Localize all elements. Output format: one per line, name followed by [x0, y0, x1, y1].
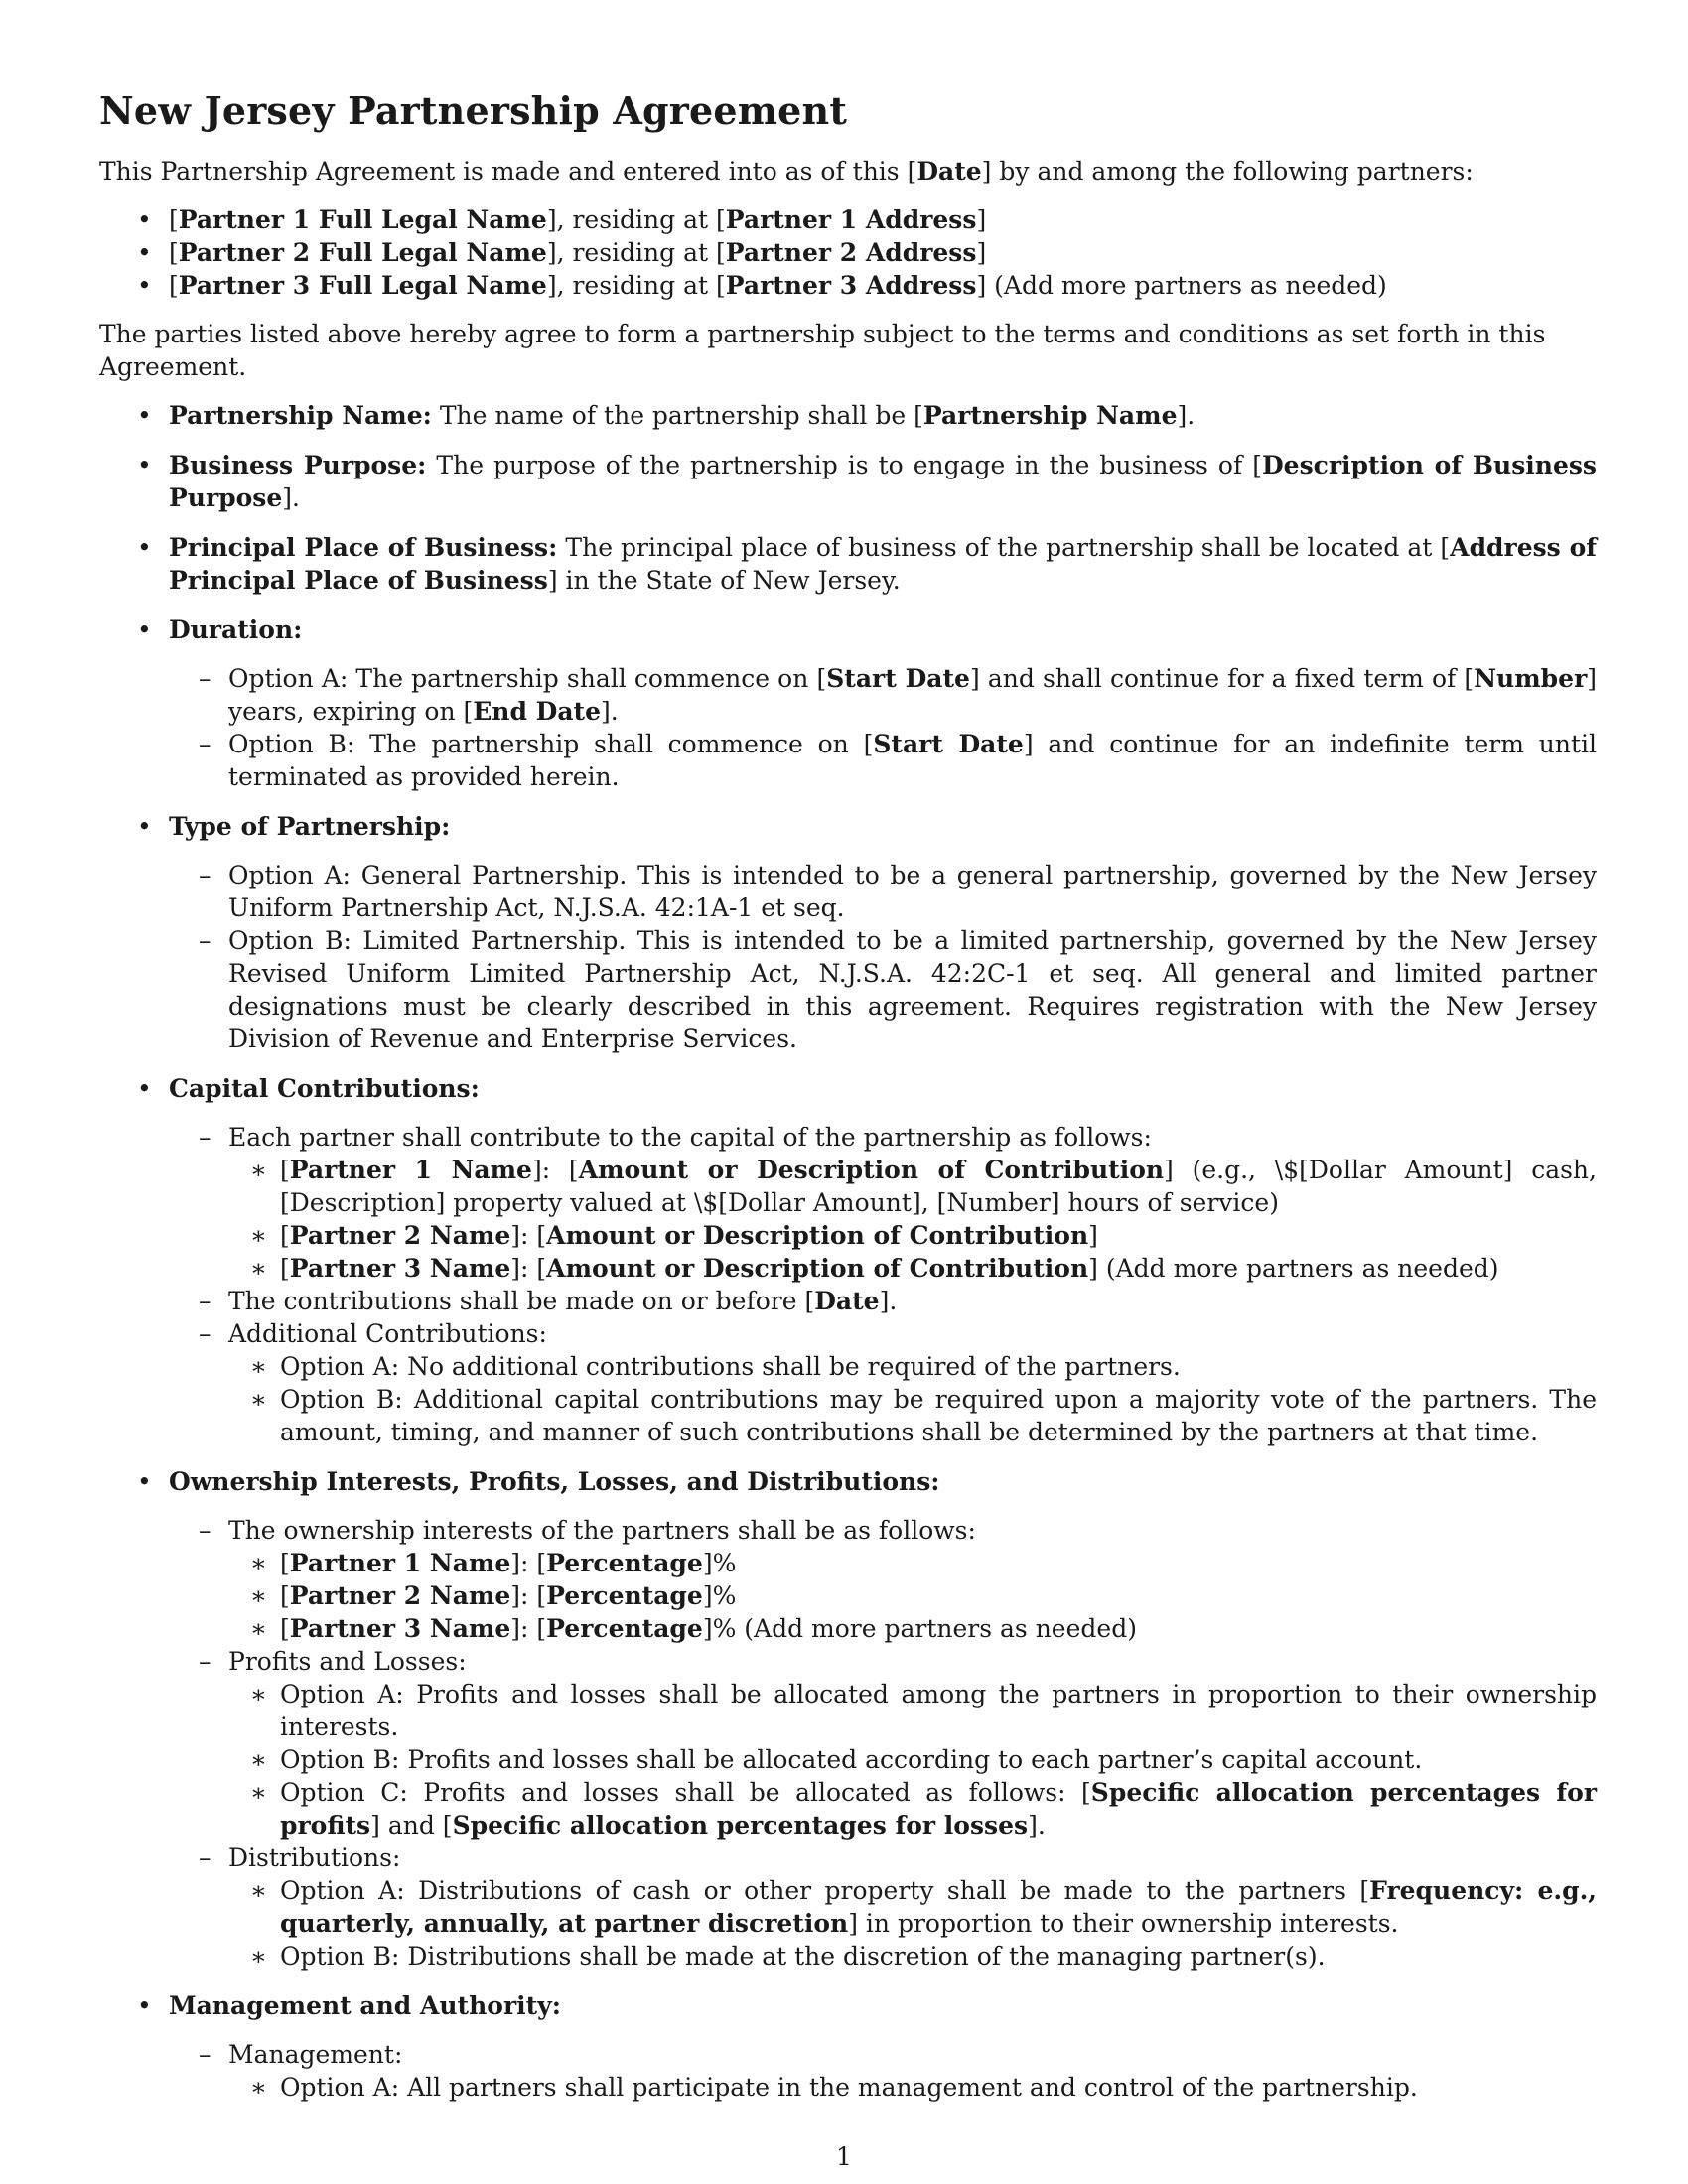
list-item: ∗ Option A: Distributions of cash or other property shall be made to the partners [Frequency: e.g., quarterly, annually, at partner discretion] in proportion to their ownership interests. [228, 1874, 1597, 1940]
list-item: ∗ Option B: Profits and losses shall be allocated according to each partner’s capital account. [228, 1743, 1597, 1776]
section-business-purpose: • Business Purpose: The purpose of the partnership is to engage in the business of [Description of Business Purpose]. [99, 449, 1597, 514]
section-duration: • Duration: – Option A: The partnership shall commence on [Start Date] and shall continue for a fixed term of [Number] years, expiring on [End Date]. – Option B: The partnership shall commence on [Start Date] and continue for an indefinite term until terminated as provided herein. [99, 614, 1597, 793]
list-item: ∗ [Partner 2 Name]: [Percentage]% [228, 1579, 1597, 1612]
section-ownership: • Ownership Interests, Profits, Losses, and Distributions: – The ownership interests of the partners shall be as follows: ∗ [Partner 1 Name]: [Percentage]% ∗ [Partner 2 Name]: [Percentage]% ∗ [Partner 3 Name]: [Percentage]% (Add more partners as needed) – Profits and Losses: ∗ Option A: Profits and losses shall be allocated among the partners in proportion to their ownership interests. ∗ Option B: Profits and losses shall be allocated according to each partner’s capital account. ∗ Option C: Profits and losses shall be allocated as follows: [Specific allocation percentages for profits] and [Specific allocation percentages for losses]. – Distributions: ∗ Option A: Distributions of cash or other property shall be made to the partners [Frequency: e.g., quarterly, annually, at partner discretion] in proportion to their ownership interests. ∗ Option B: Distributions shall be made at the discretion of the managing partner(s). [99, 1465, 1597, 1973]
page-number: 1 [836, 2142, 852, 2171]
list-item: – Additional Contributions: ∗ Option A: No additional contributions shall be required of the partners. ∗ Option B: Additional capital contributions may be required upon a majority vote of the partners. The amount, timing, and manner of such contributions shall be determined by the partners at that time. [169, 1317, 1597, 1448]
list-item: – Option A: The partnership shall commence on [Start Date] and shall continue for a fixed term of [Number] years, expiring on [End Date]. [169, 662, 1597, 728]
intro-paragraph: This Partnership Agreement is made and entered into as of this [Date] by and among the following partners: [99, 157, 1474, 186]
list-item: ∗ [Partner 1 Name]: [Percentage]% [228, 1547, 1597, 1579]
list-item: • [Partner 3 Full Legal Name], residing at [Partner 3 Address] (Add more partners as needed) [99, 269, 1597, 302]
list-item: • [Partner 2 Full Legal Name], residing at [Partner 2 Address] [99, 236, 1597, 269]
list-item: ∗ Option B: Additional capital contributions may be required upon a majority vote of the partners. The amount, timing, and manner of such contributions shall be determined by the partners at that time. [228, 1383, 1597, 1448]
section-principal-place: • Principal Place of Business: The principal place of business of the partnership shall be located at [Address of Principal Place of Business] in the State of New Jersey. [99, 531, 1597, 597]
list-item: ∗ [Partner 1 Name]: [Amount or Description of Contribution] (e.g., \$[Dollar Amount] cash, [Description] property valued at \$[Dollar Amount], [Number] hours of service) [228, 1154, 1597, 1219]
list-item: • [Partner 1 Full Legal Name], residing at [Partner 1 Address] [99, 204, 1597, 236]
list-item: – Distributions: ∗ Option A: Distributions of cash or other property shall be made to the partners [Frequency: e.g., quarterly, annually, at partner discretion] in proportion to their ownership interests. ∗ Option B: Distributions shall be made at the discretion of the managing partner(s). [169, 1842, 1597, 1973]
list-item: – Management: ∗ Option A: All partners shall participate in the management and control of the partnership. [169, 2038, 1597, 2104]
list-item: ∗ Option A: Profits and losses shall be allocated among the partners in proportion to their ownership interests. [228, 1678, 1597, 1743]
document-page [99, 87, 1597, 2120]
list-item: ∗ Option B: Distributions shall be made at the discretion of the managing partner(s). [228, 1940, 1597, 1973]
list-item: ∗ Option A: No additional contributions shall be required of the partners. [228, 1350, 1597, 1383]
list-item: – Profits and Losses: ∗ Option A: Profits and losses shall be allocated among the partners in proportion to their ownership interests. ∗ Option B: Profits and losses shall be allocated according to each partner’s capital account. ∗ Option C: Profits and losses shall be allocated as follows: [Specific allocation percentages for profits] and [Specific allocation percentages for losses]. [169, 1645, 1597, 1842]
list-item: – Option B: The partnership shall commence on [Start Date] and continue for an indefinite term until terminated as provided herein. [169, 728, 1597, 793]
section-capital-contributions: • Capital Contributions: – Each partner shall contribute to the capital of the partnership as follows: ∗ [Partner 1 Name]: [Amount or Description of Contribution] (e.g., \$[Dollar Amount] cash, [Description] property valued at \$[Dollar Amount], [Number] hours of service) ∗ [Partner 2 Name]: [Amount or Description of Contribution] ∗ [Partner 3 Name]: [Amount or Description of Contribution] (Add more partners as needed) – The contributions shall be made on or before [Date]. – Additional Contributions: ∗ Option A: No additional contributions shall be required of the partners. ∗ Option B: Additional capital contributions may be required upon a majority vote of the partners. The amount, timing, and manner of such contributions shall be determined by the partners at that time. [99, 1072, 1597, 1448]
list-item: ∗ [Partner 3 Name]: [Amount or Description of Contribution] (Add more partners as needed) [228, 1252, 1597, 1285]
list-item: – The ownership interests of the partners shall be as follows: ∗ [Partner 1 Name]: [Percentage]% ∗ [Partner 2 Name]: [Percentage]% ∗ [Partner 3 Name]: [Percentage]% (Add more partners as needed) [169, 1514, 1597, 1645]
agreement-paragraph: The parties listed above hereby agree to form a partnership subject to the terms and conditions as set forth in this Agreement. [99, 320, 1546, 381]
list-item: ∗ [Partner 3 Name]: [Percentage]% (Add more partners as needed) [228, 1612, 1597, 1645]
list-item: – Option A: General Partnership. This is intended to be a general partnership, governed by the New Jersey Uniform Partnership Act, N.J.S.A. 42:1A-1 et seq. [169, 859, 1597, 924]
list-item: – Option B: Limited Partnership. This is intended to be a limited partnership, governed by the New Jersey Revised Uniform Limited Partnership Act, N.J.S.A. 42:2C-1 et seq. All general and limited partner designations must be clearly described in this agreement. Requires registration with the New Jersey Division of Revenue and Enterprise Services. [169, 924, 1597, 1055]
list-item: ∗ [Partner 2 Name]: [Amount or Description of Contribution] [228, 1219, 1597, 1252]
partner-list [99, 204, 1597, 302]
section-partnership-name: • Partnership Name: The name of the partnership shall be [Partnership Name]. [99, 399, 1597, 432]
section-type-of-partnership: • Type of Partnership: – Option A: General Partnership. This is intended to be a general partnership, governed by the New Jersey Uniform Partnership Act, N.J.S.A. 42:1A-1 et seq. – Option B: Limited Partnership. This is intended to be a limited partnership, governed by the New Jersey Revised Uniform Limited Partnership Act, N.J.S.A. 42:2C-1 et seq. All general and limited partner designations must be clearly described in this agreement. Requires registration with the New Jersey Division of Revenue and Enterprise Services. [99, 810, 1597, 1055]
list-item: – Each partner shall contribute to the capital of the partnership as follows: ∗ [Partner 1 Name]: [Amount or Description of Contribution] (e.g., \$[Dollar Amount] cash, [Description] property valued at \$[Dollar Amount], [Number] hours of service) ∗ [Partner 2 Name]: [Amount or Description of Contribution] ∗ [Partner 3 Name]: [Amount or Description of Contribution] (Add more partners as needed) [169, 1121, 1597, 1285]
list-item: ∗ Option A: All partners shall participate in the management and control of the partnership. [228, 2071, 1597, 2104]
list-item: ∗ Option C: Profits and losses shall be allocated as follows: [Specific allocation percentages for profits] and [Specific allocation percentages for losses]. [228, 1776, 1597, 1842]
document-title: New Jersey Partnership Agreement [99, 88, 848, 133]
section-list [99, 399, 1597, 2104]
section-management: • Management and Authority: – Management: ∗ Option A: All partners shall participate in the management and control of the partnership. [99, 1989, 1597, 2104]
list-item: – The contributions shall be made on or before [Date]. [169, 1285, 1597, 1317]
